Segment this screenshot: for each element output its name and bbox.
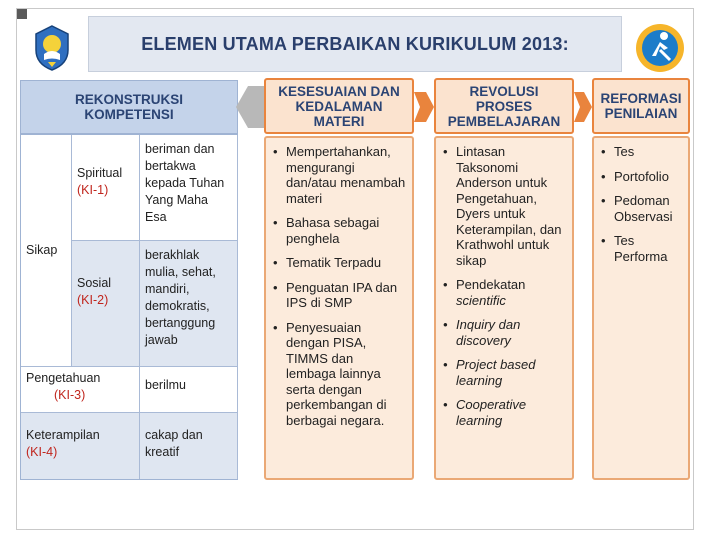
list-item: • Mempertahankan, mengurangi dan/atau menambah materi bbox=[272, 144, 406, 206]
header-rekonstruksi-kompetensi bbox=[20, 80, 238, 134]
connector-arrow-icon bbox=[572, 84, 594, 130]
header-line: PEMBELAJARAN bbox=[447, 113, 561, 129]
ki-4-label: (KI-4) bbox=[26, 445, 58, 459]
list-item: • Project based learning bbox=[442, 357, 566, 388]
table-cell-sosial bbox=[72, 241, 140, 367]
header-line: PROSES bbox=[475, 98, 533, 114]
penilaian-column bbox=[592, 136, 690, 480]
list-item: • Portofolio bbox=[600, 169, 682, 185]
spiritual-label: Spiritual bbox=[77, 166, 123, 180]
slide-corner-marker bbox=[17, 9, 27, 19]
table-cell-sosial-desc bbox=[140, 241, 238, 367]
header-line: KEDALAMAN bbox=[295, 98, 383, 114]
sikap-label: Sikap bbox=[26, 243, 58, 257]
tut-wuri-logo-icon bbox=[28, 24, 76, 72]
ki-2-label: (KI-2) bbox=[77, 293, 109, 307]
list-item: • Tematik Terpadu bbox=[272, 255, 406, 271]
list-item: • Lintasan Taksonomi Anderson untuk Pengetahuan, Dyers untuk Keterampilan, dan Krathwohl untuk sikap bbox=[442, 144, 566, 268]
header-line: MATERI bbox=[313, 113, 365, 129]
list-item: • Tes Performa bbox=[600, 233, 682, 264]
list-item: • Penyesuaian dengan PISA, TIMMS dan lembaga lainnya serta dengan perkembangan di berbagai negara. bbox=[272, 320, 406, 429]
header-line: REVOLUSI bbox=[469, 83, 539, 99]
list-item-italic: scientific bbox=[456, 292, 506, 308]
table-cell-keterampilan-desc bbox=[140, 413, 238, 479]
header-line: PENILAIAN bbox=[604, 106, 678, 121]
title-banner bbox=[88, 16, 622, 72]
kurikulum-logo-icon bbox=[634, 22, 686, 74]
header-reformasi-penilaian bbox=[592, 78, 690, 134]
header-revolusi-pembelajaran bbox=[434, 78, 574, 134]
header-line: KOMPETENSI bbox=[84, 107, 174, 122]
list-item-text: Pendekatan bbox=[456, 277, 526, 292]
list-item: • Tes bbox=[600, 144, 682, 160]
header-line: REFORMASI bbox=[600, 91, 682, 106]
header-line: KESESUAIAN DAN bbox=[278, 83, 400, 99]
keterampilan-label: Keterampilan bbox=[26, 428, 100, 442]
list-item: • Inquiry dan discovery bbox=[442, 317, 566, 348]
list-item: • Bahasa sebagai penghela bbox=[272, 215, 406, 246]
materi-list bbox=[266, 138, 412, 428]
header-kesesuaian-materi bbox=[264, 78, 414, 134]
connector-arrow-icon bbox=[234, 84, 266, 130]
pengetahuan-label: Pengetahuan bbox=[26, 371, 101, 385]
materi-column bbox=[264, 136, 414, 480]
keterampilan-description: cakap dan kreatif bbox=[145, 428, 203, 459]
header-line: REKONSTRUKSI bbox=[74, 92, 183, 107]
table-cell-spiritual bbox=[72, 135, 140, 241]
list-item: • Pedoman Observasi bbox=[600, 193, 682, 224]
pengetahuan-description: berilmu bbox=[145, 378, 186, 392]
list-item: • Cooperative learning bbox=[442, 397, 566, 428]
table-cell-pengetahuan-desc bbox=[140, 367, 238, 413]
sosial-label: Sosial bbox=[77, 276, 112, 290]
penilaian-list bbox=[594, 138, 688, 264]
sosial-description: berakhlak mulia, sehat, mandiri, demokratis, bertanggung jawab bbox=[145, 248, 216, 347]
table-cell-sikap bbox=[21, 135, 72, 367]
ki-1-label: (KI-1) bbox=[77, 183, 109, 197]
table-cell-keterampilan bbox=[21, 413, 140, 479]
ki-3-label: (KI-3) bbox=[54, 388, 86, 402]
spiritual-description: beriman dan bertakwa kepada Tuhan Yang Maha Esa bbox=[145, 142, 225, 224]
list-item: • Penguatan IPA dan IPS di SMP bbox=[272, 280, 406, 311]
list-item bbox=[442, 277, 566, 308]
kompetensi-table bbox=[20, 134, 238, 480]
table-cell-pengetahuan bbox=[21, 367, 140, 413]
table-cell-spiritual-desc bbox=[140, 135, 238, 241]
proses-column bbox=[434, 136, 574, 480]
proses-list bbox=[436, 138, 572, 428]
page-title: ELEMEN UTAMA PERBAIKAN KURIKULUM 2013: bbox=[141, 33, 569, 54]
connector-arrow-icon bbox=[412, 84, 436, 130]
